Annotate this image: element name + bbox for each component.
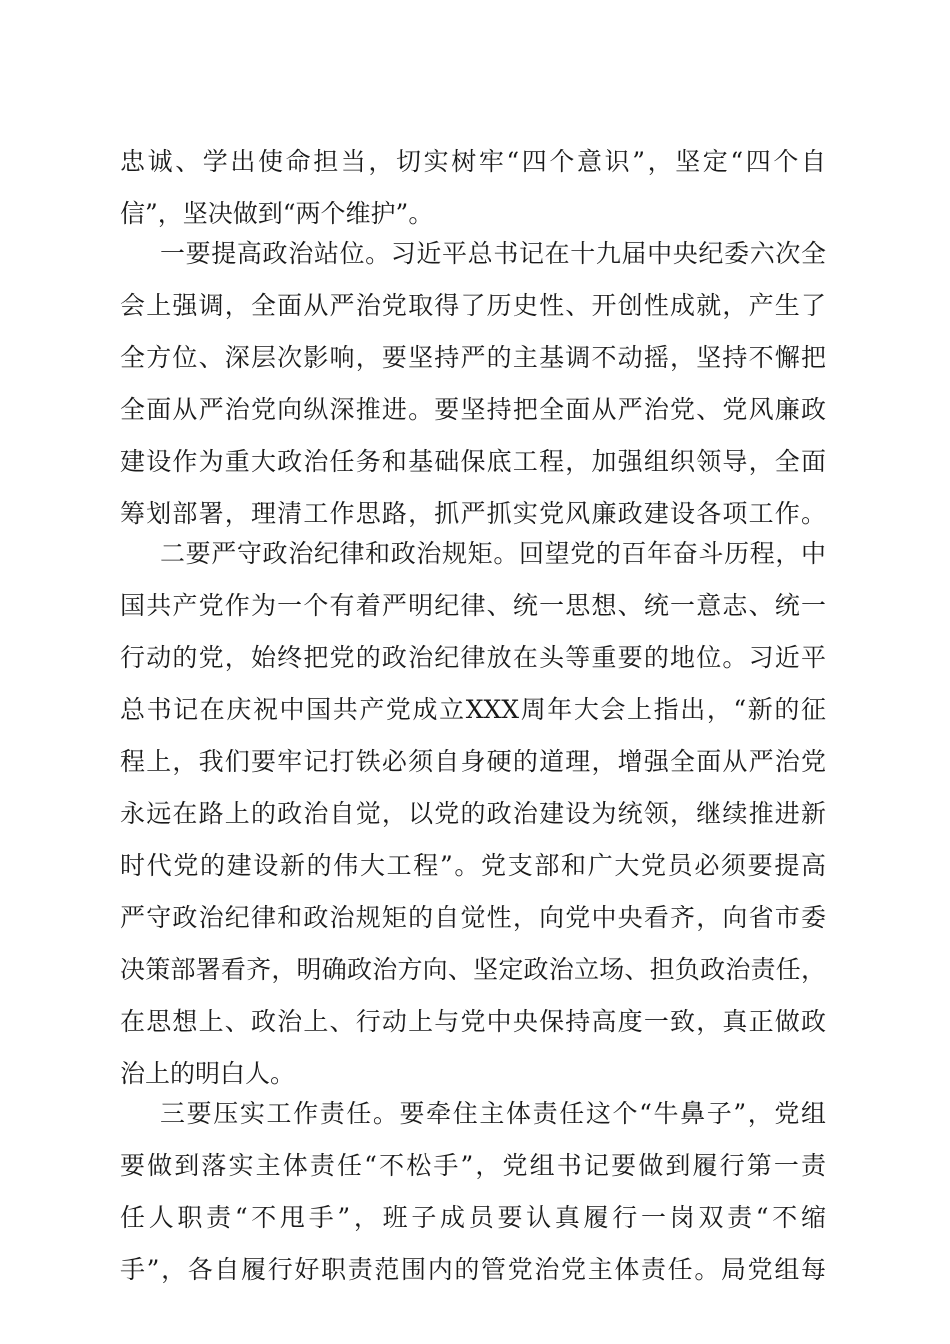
paragraph-first-line: 二要严守政治纪律和政治规矩。回望党的百年奋斗历程，中 (160, 539, 826, 568)
body-text-line: 全面从严治党向纵深推进。要坚持把全面从严治党、党风廉政 (120, 395, 826, 424)
body-text-line: 时代党的建设新的伟大工程”。党支部和广大党员必须要提高 (120, 851, 826, 880)
body-text-line: 行动的党，始终把党的政治纪律放在头等重要的地位。习近平 (120, 643, 826, 672)
body-text-line: 总书记在庆祝中国共产党成立XXX周年大会上指出，“新的征 (120, 695, 826, 724)
body-text-line: 全方位、深层次影响，要坚持严的主基调不动摇，坚持不懈把 (120, 343, 826, 372)
body-text-line: 手”，各自履行好职责范围内的管党治党主体责任。局党组每 (120, 1255, 826, 1284)
body-text-line: 严守政治纪律和政治规矩的自觉性，向党中央看齐，向省市委 (120, 903, 826, 932)
body-text-line: 建设作为重大政治任务和基础保底工程，加强组织领导，全面 (120, 447, 826, 476)
body-text-line: 决策部署看齐，明确政治方向、坚定政治立场、担负政治责任， (120, 955, 826, 984)
body-text-line: 筹划部署，理清工作思路，抓严抓实党风廉政建设各项工作。 (120, 499, 826, 528)
body-text-line: 程上，我们要牢记打铁必须自身硬的道理，增强全面从严治党 (120, 747, 826, 776)
body-text-line: 要做到落实主体责任“不松手”，党组书记要做到履行第一责 (120, 1151, 826, 1180)
paragraph-first-line: 三要压实工作责任。要牵住主体责任这个“牛鼻子”，党组 (160, 1099, 826, 1128)
body-text-line: 国共产党作为一个有着严明纪律、统一思想、统一意志、统一 (120, 591, 826, 620)
paragraph-first-line: 一要提高政治站位。习近平总书记在十九届中央纪委六次全 (160, 239, 826, 268)
body-text-line: 任人职责“不甩手”，班子成员要认真履行一岗双责“不缩 (120, 1203, 826, 1232)
body-text-line: 会上强调，全面从严治党取得了历史性、开创性成就，产生了 (120, 291, 826, 320)
body-text-line: 永远在路上的政治自觉，以党的政治建设为统领，继续推进新 (120, 799, 826, 828)
body-text-line: 治上的明白人。 (120, 1059, 296, 1088)
body-text-line: 信”，坚决做到“两个维护”。 (120, 199, 434, 228)
body-text-line: 忠诚、学出使命担当，切实树牢“四个意识”，坚定“四个自 (120, 147, 826, 176)
body-text-line: 在思想上、政治上、行动上与党中央保持高度一致，真正做政 (120, 1007, 826, 1036)
